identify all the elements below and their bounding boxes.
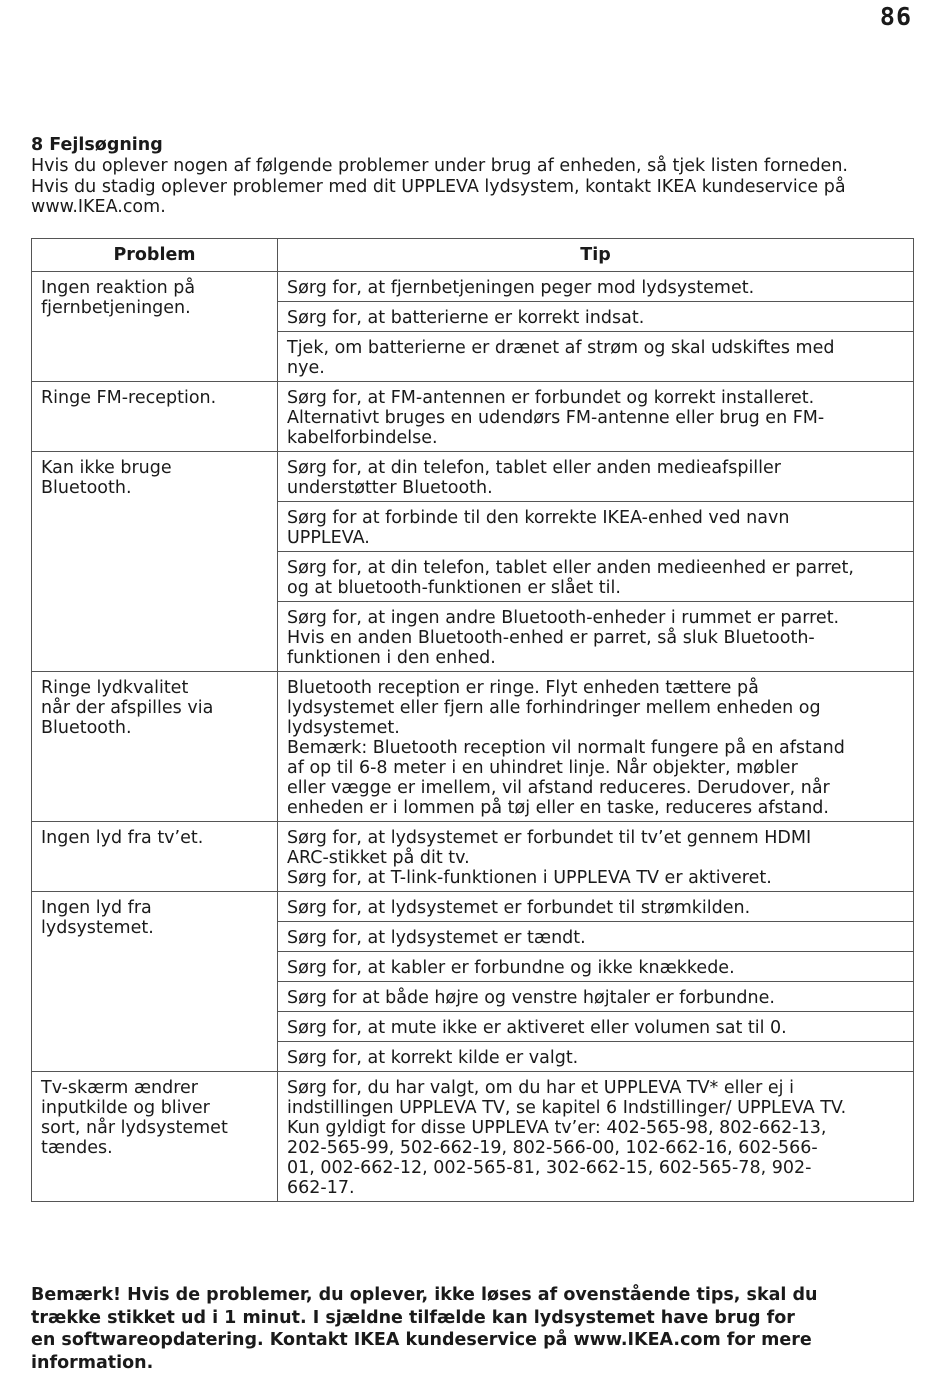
intro-line: Hvis du oplever nogen af følgende problemer under brug af enheden, så tjek listen forneden.: [31, 156, 848, 176]
tip-text: Sørg for, at lydsystemet er tændt.: [287, 928, 586, 948]
tip-text: Kun gyldigt for disse UPPLEVA tv’er: 402-565-98, 802-662-13,: [287, 1118, 827, 1138]
tip-text: funktionen i den enhed.: [287, 648, 496, 668]
tip-cell: [278, 1072, 914, 1202]
problem-cell: [32, 822, 278, 892]
problem-column-header: Problem: [32, 239, 278, 272]
problem-text: fjernbetjeningen.: [41, 298, 191, 318]
problem-text: når der afspilles via: [41, 698, 214, 718]
tip-text: Tjek, om batterierne er drænet af strøm og skal udskiftes med: [287, 338, 835, 358]
table-header-row: [32, 239, 914, 272]
footer-note-line: information.: [31, 1352, 154, 1373]
tip-text: Sørg for, at FM-antennen er forbundet og korrekt installeret.: [287, 388, 815, 408]
problem-text: Ringe lydkvalitet: [41, 678, 189, 698]
tip-text: og at bluetooth-funktionen er slået til.: [287, 578, 621, 598]
tip-cell: [278, 602, 914, 672]
tip-cell: [278, 822, 914, 892]
problem-text: Ingen lyd fra: [41, 898, 152, 918]
tip-cell: [278, 1012, 914, 1042]
tip-text: kabelforbindelse.: [287, 428, 438, 448]
problem-cell: [32, 672, 278, 822]
problem-text: Tv-skærm ændrer: [41, 1078, 198, 1098]
problem-cell: [32, 1072, 278, 1202]
tip-text: nye.: [287, 358, 325, 378]
tip-text: Sørg for, at ingen andre Bluetooth-enheder i rummet er parret.: [287, 608, 840, 628]
problem-text: Ingen reaktion på: [41, 278, 196, 298]
tip-cell: [278, 332, 914, 382]
tip-cell: [278, 552, 914, 602]
problem-text: lydsystemet.: [41, 918, 154, 938]
footer-note-line: trække stikket ud i 1 minut. I sjældne tilfælde kan lydsystemet have brug for: [31, 1307, 795, 1328]
problem-cell: [32, 382, 278, 452]
table-row: [32, 672, 914, 822]
table-row: [32, 272, 914, 302]
problem-text: inputkilde og bliver: [41, 1098, 210, 1118]
tip-cell: [278, 502, 914, 552]
table-body: [32, 272, 914, 1202]
tip-text: Sørg for, at mute ikke er aktiveret eller volumen sat til 0.: [287, 1018, 787, 1038]
problem-text: Ringe FM-reception.: [41, 388, 217, 408]
tip-text: Sørg for, at fjernbetjeningen peger mod lydsystemet.: [287, 278, 755, 298]
tip-text: Sørg for, at din telefon, tablet eller anden medieenhed er parret,: [287, 558, 854, 578]
tip-text: 202-565-99, 502-662-19, 802-566-00, 102-662-16, 602-566-: [287, 1138, 818, 1158]
tip-text: lydsystemet.: [287, 718, 400, 738]
tip-text: Bemærk: Bluetooth reception vil normalt fungere på en afstand: [287, 738, 845, 758]
tip-column-header: Tip: [278, 239, 914, 272]
table-row: [32, 1072, 914, 1202]
table-row: [32, 822, 914, 892]
tip-cell: [278, 382, 914, 452]
problem-text: sort, når lydsystemet: [41, 1118, 228, 1138]
tip-cell: [278, 452, 914, 502]
tip-text: Sørg for, at lydsystemet er forbundet til tv’et gennem HDMI: [287, 828, 812, 848]
tip-cell: [278, 982, 914, 1012]
tip-text: Bluetooth reception er ringe. Flyt enheden tættere på: [287, 678, 759, 698]
footer-note-line: Bemærk! Hvis de problemer, du oplever, ikke løses af ovenstående tips, skal du: [31, 1285, 818, 1305]
tip-text: Sørg for, at din telefon, tablet eller anden medieafspiller: [287, 458, 781, 478]
tip-cell: [278, 302, 914, 332]
tip-text: indstillingen UPPLEVA TV, se kapitel 6 Indstillinger/ UPPLEVA TV.: [287, 1098, 847, 1118]
footer-note-line: en softwareopdatering. Kontakt IKEA kundeservice på www.IKEA.com for mere: [31, 1330, 812, 1350]
tip-text: 01, 002-662-12, 002-565-81, 302-662-15, 602-565-78, 902-: [287, 1158, 812, 1178]
problem-text: Bluetooth.: [41, 478, 132, 498]
tip-text: Sørg for at både højre og venstre højtaler er forbundne.: [287, 988, 775, 1008]
tip-cell: [278, 272, 914, 302]
tip-text: UPPLEVA.: [287, 528, 370, 548]
tip-text: af op til 6-8 meter i en uhindret linje. Når objekter, møbler: [287, 758, 798, 778]
troubleshooting-table: [31, 238, 914, 1202]
tip-text: Sørg for, at korrekt kilde er valgt.: [287, 1048, 579, 1068]
tip-text: Sørg for, at batterierne er korrekt indsat.: [287, 308, 645, 328]
intro-line: www.IKEA.com.: [31, 197, 166, 217]
problem-text: Ingen lyd fra tv’et.: [41, 828, 204, 848]
tip-text: eller vægge er imellem, vil afstand reduceres. Derudover, når: [287, 778, 830, 798]
table-row: [32, 892, 914, 922]
tip-text: Sørg for at forbinde til den korrekte IKEA-enhed ved navn: [287, 508, 790, 528]
tip-text: Sørg for, at T-link-funktionen i UPPLEVA TV er aktiveret.: [287, 868, 772, 888]
page-number: 86: [879, 2, 912, 31]
intro-line: Hvis du stadig oplever problemer med dit UPPLEVA lydsystem, kontakt IKEA kundeservice på: [31, 176, 846, 197]
tip-cell: [278, 922, 914, 952]
problem-text: tændes.: [41, 1138, 113, 1158]
problem-cell: [32, 452, 278, 672]
tip-text: Sørg for, du har valgt, om du har et UPPLEVA TV* eller ej i: [287, 1078, 794, 1098]
tip-text: 662-17.: [287, 1178, 355, 1198]
tip-text: Sørg for, at lydsystemet er forbundet til strømkilden.: [287, 898, 751, 918]
footer-note: [31, 1284, 911, 1374]
tip-text: Hvis en anden Bluetooth-enhed er parret, så sluk Bluetooth-: [287, 628, 815, 648]
tip-text: Sørg for, at kabler er forbundne og ikke knækkede.: [287, 958, 735, 978]
table-row: [32, 382, 914, 452]
problem-cell: [32, 272, 278, 382]
tip-text: ARC-stikket på dit tv.: [287, 848, 470, 868]
intro-paragraph: [31, 156, 921, 218]
table-row: [32, 452, 914, 502]
problem-cell: [32, 892, 278, 1072]
tip-cell: [278, 952, 914, 982]
tip-cell: [278, 892, 914, 922]
tip-text: enheden er i lommen på tøj eller en taske, reduceres afstand.: [287, 798, 829, 818]
tip-text: understøtter Bluetooth.: [287, 478, 493, 498]
tip-cell: [278, 672, 914, 822]
tip-cell: [278, 1042, 914, 1072]
section-heading: 8 Fejlsøgning: [31, 135, 163, 155]
problem-text: Kan ikke bruge: [41, 458, 172, 478]
problem-text: Bluetooth.: [41, 718, 132, 738]
tip-text: Alternativt bruges en udendørs FM-antenne eller brug en FM-: [287, 408, 825, 428]
tip-text: lydsystemet eller fjern alle forhindringer mellem enheden og: [287, 698, 821, 718]
